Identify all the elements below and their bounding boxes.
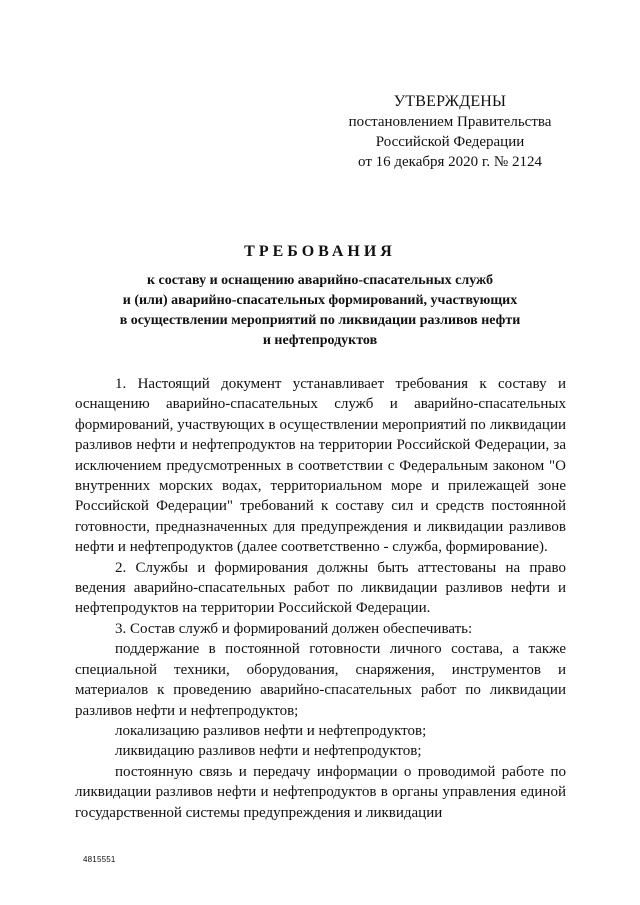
list-item-localization: локализацию разливов нефти и нефтепродуктов; (115, 722, 427, 739)
document-title-block (70, 243, 570, 351)
paragraph-1: 1. Настоящий документ устанавливает требования к составу и оснащению аварийно-спасательных служб и аварийно-спасательных формирований, участвующих в осуществлении мероприятий по ликвидации разливов нефти и нефтепродуктов на территории Российской Федерации, за исключением предусмотренных в соответствии с Федеральным законом "О внутренних морских водах, территориальном море и прилежащей зоне Российской Федерации" требований к составу сил и средств постоянной готовности, предназначенных для предупреждения и ликвидации разливов нефти и нефтепродуктов (далее соответственно - служба, формирование). (75, 376, 566, 556)
document-code: 4815551 (83, 855, 116, 864)
list-item-liquidation: ликвидацию разливов нефти и нефтепродуктов; (115, 743, 422, 760)
title-subline-4: и нефтепродуктов (262, 333, 378, 348)
approval-date-number: от 16 декабря 2020 г. № 2124 (358, 154, 542, 170)
title-subline-1: к составу и оснащению аварийно-спасательных служб (146, 273, 494, 288)
title-subline-2: и (или) аварийно-спасательных формирований, участвующих (122, 293, 518, 308)
approval-stamp (330, 92, 570, 172)
title-subline-3: в осуществлении мероприятий по ликвидации разливов нефти (119, 313, 521, 328)
approval-line-2: постановлением Правительства (348, 114, 552, 130)
approval-heading: УТВЕРЖДЕНЫ (393, 93, 507, 110)
list-item-communication: постоянную связь и передачу информации о проводимой работе по ликвидации разливов нефти и нефтепродуктов в органы управления единой государственной системы предупреждения и ликвидации (75, 763, 566, 821)
paragraph-3: 3. Состав служб и формирований должен обеспечивать: (115, 620, 473, 637)
document-body (75, 374, 566, 823)
approval-line-3: Российской Федерации (375, 134, 525, 150)
paragraph-2: 2. Службы и формирования должны быть аттестованы на право ведения аварийно-спасательных работ по ликвидации разливов нефти и нефтепродуктов на территории Российской Федерации. (75, 559, 566, 617)
list-item-readiness: поддержание в постоянной готовности личного состава, а также специальной техники, оборудования, снаряжения, инструментов и материалов к проведению аварийно-спасательных работ по ликвидации разливов нефти и нефтепродуктов; (75, 641, 566, 719)
document-title: ТРЕБОВАНИЯ (244, 243, 396, 260)
